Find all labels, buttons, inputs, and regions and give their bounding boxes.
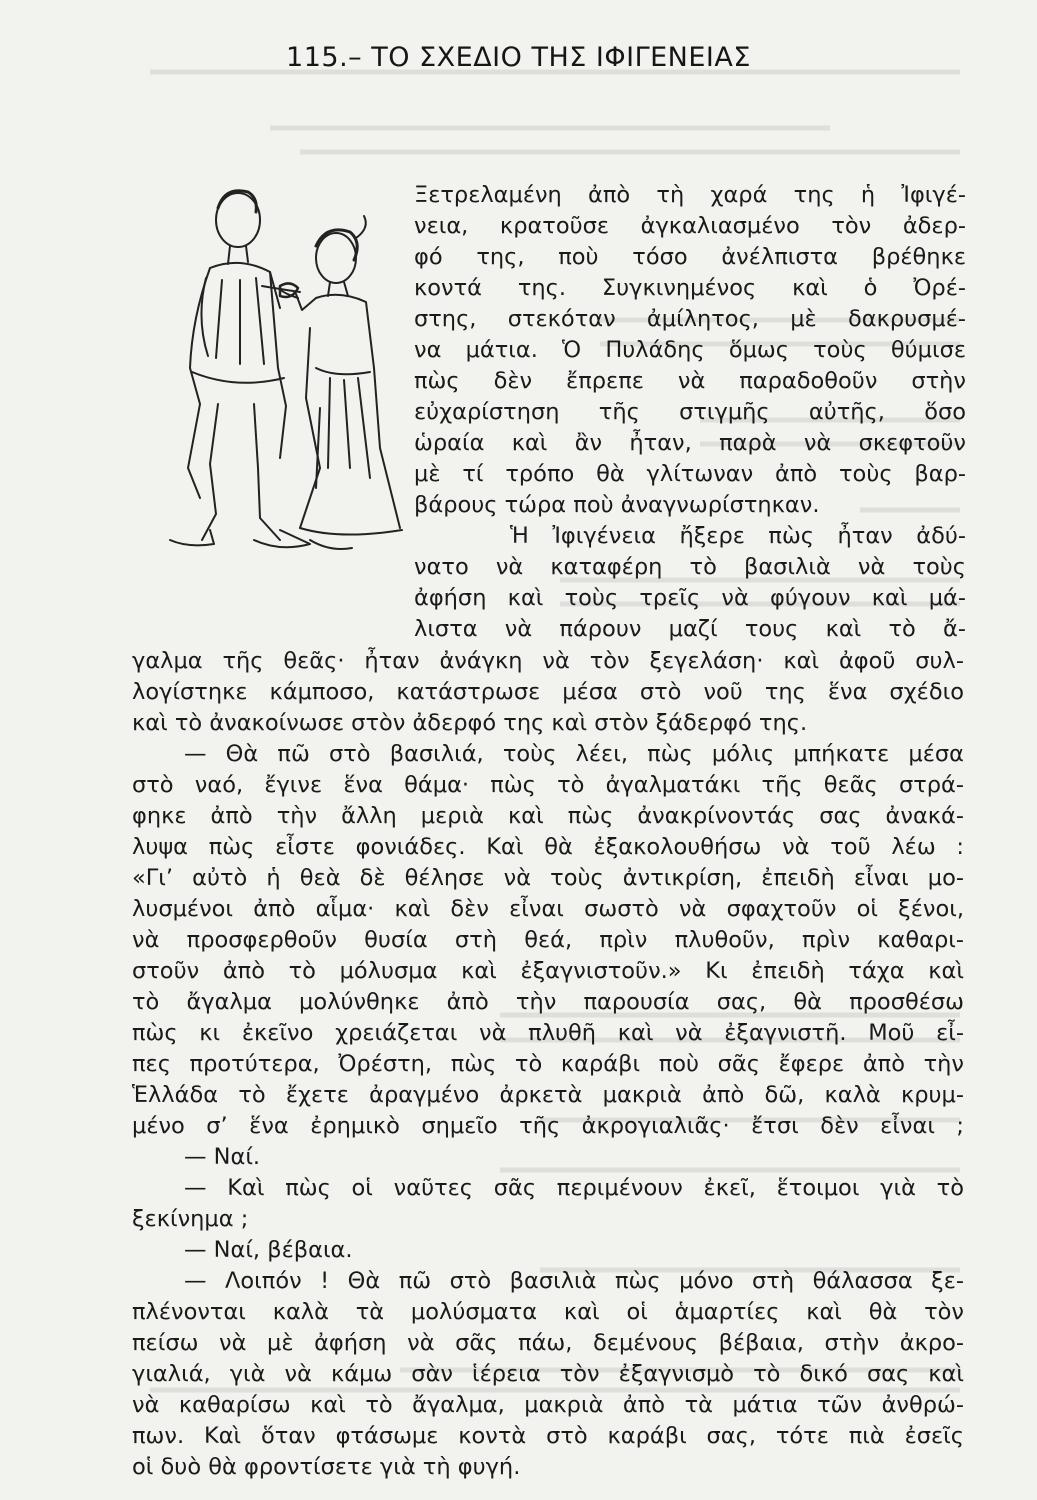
text-line: ὡραία καὶ ἂν ἦταν, παρὰ νὰ σκεφτοῦν (414, 430, 966, 456)
text-line: στης, στεκόταν ἀμίλητος, μὲ δακρυσμέ- (414, 306, 966, 332)
text-line: οἱ δυὸ θὰ φροντίσετε γιὰ τὴ φυγή. (132, 1454, 521, 1480)
text-line: πες προτύτερα, Ὀρέστη, πὼς τὸ καράβι ποὺ σᾶς ἔφερε ἀπὸ τὴν (132, 1051, 964, 1077)
text-line: ξεκίνημα ; (132, 1206, 249, 1232)
text-line: λυψα πὼς εἶστε φονιάδες. Καὶ θὰ ἐξακολουθήσω νὰ τοῦ λέω : (132, 834, 964, 860)
text-line: φό της, ποὺ τόσο ἀνέλπιστα βρέθηκε (414, 244, 966, 270)
text-line: στοῦν ἀπὸ τὸ μόλυσμα καὶ ἐξαγνιστοῦν.» Κι ἐπειδὴ τάχα καὶ (132, 958, 964, 984)
text-line: κοντά της. Συγκινημένος καὶ ὁ Ὀρέ- (414, 275, 966, 301)
text-line: πὼς δὲν ἔπρεπε νὰ παραδοθοῦν στὴν (414, 368, 966, 394)
text-line: Ξετρελαμένη ἀπὸ τὴ χαρά της ἡ Ἰφιγέ- (414, 182, 966, 208)
text-line: «Γι’ αὐτὸ ἡ θεὰ δὲ θέλησε νὰ τοὺς ἀντικρίση, ἐπειδὴ εἶναι μο- (132, 865, 964, 891)
text-line: ἀφήση καὶ τοὺς τρεῖς νὰ φύγουν καὶ μά- (414, 585, 966, 611)
text-line: λογίστηκε κάμποσο, κατάστρωσε μέσα στὸ νοῦ της ἕνα σχέδιο (132, 679, 964, 705)
text-line: καὶ τὸ ἀνακοίνωσε στὸν ἀδερφό της καὶ στὸν ξάδερφό της. (132, 710, 808, 736)
text-line: γαλμα τῆς θεᾶς· ἦταν ἀνάγκη νὰ τὸν ξεγελάση· καὶ ἀφοῦ συλ- (132, 648, 964, 674)
text-line: — Ναί. (184, 1144, 261, 1170)
text-line: πλένονται καλὰ τὰ μολύσματα καὶ οἱ ἁμαρτίες καὶ θὰ τὸν (132, 1299, 964, 1325)
text-line: να μάτια. Ὁ Πυλάδης ὅμως τοὺς θύμισε (414, 337, 966, 363)
chapter-title: 115.– ΤΟ ΣΧΕΔΙΟ ΤΗΣ ΙΦΙΓΕΝΕΙΑΣ (286, 42, 751, 73)
text-line: φηκε ἀπὸ τὴν ἄλλη μεριὰ καὶ πὼς ἀνακρίνοντάς σας ἀνακά- (132, 803, 964, 829)
text-line: μὲ τί τρόπο θὰ γλίτωναν ἀπὸ τοὺς βαρ- (414, 461, 966, 487)
text-line: γιαλιά, γιὰ νὰ κάμω σὰν ἱέρεια τὸν ἐξαγνισμὸ τὸ δικό σας καὶ (132, 1361, 964, 1387)
text-line: λιστα νὰ πάρουν μαζί τους καὶ τὸ ἄ- (414, 616, 966, 642)
text-line: πείσω νὰ μὲ ἀφήση νὰ σᾶς πάω, δεμένους βέβαια, στὴν ἀκρο- (132, 1330, 964, 1356)
text-line: βάρους τώρα ποὺ ἀναγνωρίστηκαν. (414, 492, 820, 518)
text-line: Ἡ Ἰφιγένεια ἤξερε πὼς ἦταν ἀδύ- (510, 523, 966, 549)
text-line: νεια, κρατοῦσε ἀγκαλιασμένο τὸν ἀδερ- (414, 213, 966, 239)
text-line: λυσμένοι ἀπὸ αἷμα· καὶ δὲν εἶναι σωστὸ νὰ σφαχτοῦν οἱ ξένοι, (132, 896, 964, 922)
iphigenia-figure-drawing (280, 216, 402, 549)
iphigenia-orestes-illustration (130, 168, 405, 588)
text-line: πων. Καὶ ὅταν φτάσωμε κοντὰ στὸ καράβι σας, τότε πιὰ ἐσεῖς (132, 1423, 964, 1449)
text-line: — Ναί, βέβαια. (184, 1237, 353, 1263)
text-line: νατο νὰ καταφέρη τὸ βασιλιὰ νὰ τοὺς (414, 554, 966, 580)
text-line: Ἑλλάδα τὸ ἔχετε ἀραγμένο ἀρκετὰ μακριὰ ἀπὸ δῶ, καλὰ κρυμ- (132, 1082, 964, 1108)
text-line: μένο σ’ ἕνα ἐρημικὸ σημεῖο τῆς ἀκρογιαλιᾶς· ἔτσι δὲν εἶναι ; (132, 1113, 964, 1139)
text-line: νὰ προσφερθοῦν θυσία στὴ θεά, πρὶν πλυθοῦν, πρὶν καθαρι- (132, 927, 964, 953)
text-line: εὐχαρίστηση τῆς στιγμῆς αὐτῆς, ὅσο (414, 399, 966, 425)
orestes-figure-drawing (170, 191, 310, 547)
text-line: — Καὶ πὼς οἱ ναῦτες σᾶς περιμένουν ἐκεῖ, ἕτοιμοι γιὰ τὸ (184, 1175, 964, 1201)
text-line: πὼς κι ἐκεῖνο χρειάζεται νὰ πλυθῆ καὶ νὰ ἐξαγνιστῆ. Μοῦ εἶ- (132, 1020, 964, 1046)
text-line: — Θὰ πῶ στὸ βασιλιά, τοὺς λέει, πὼς μόλις μπήκατε μέσα (184, 741, 964, 767)
text-line: — Λοιπόν ! Θὰ πῶ στὸ βασιλιὰ πὼς μόνο στὴ θάλασσα ξε- (184, 1268, 964, 1294)
text-line: νὰ καθαρίσω καὶ τὸ ἄγαλμα, μακριὰ ἀπὸ τὰ μάτια τῶν ἀνθρώ- (132, 1392, 964, 1418)
text-line: στὸ ναό, ἔγινε ἕνα θάμα· πὼς τὸ ἀγαλματάκι τῆς θεᾶς στρά- (132, 772, 964, 798)
text-line: τὸ ἄγαλμα μολύνθηκε ἀπὸ τὴν παρουσία σας, θὰ προσθέσω (132, 989, 964, 1015)
